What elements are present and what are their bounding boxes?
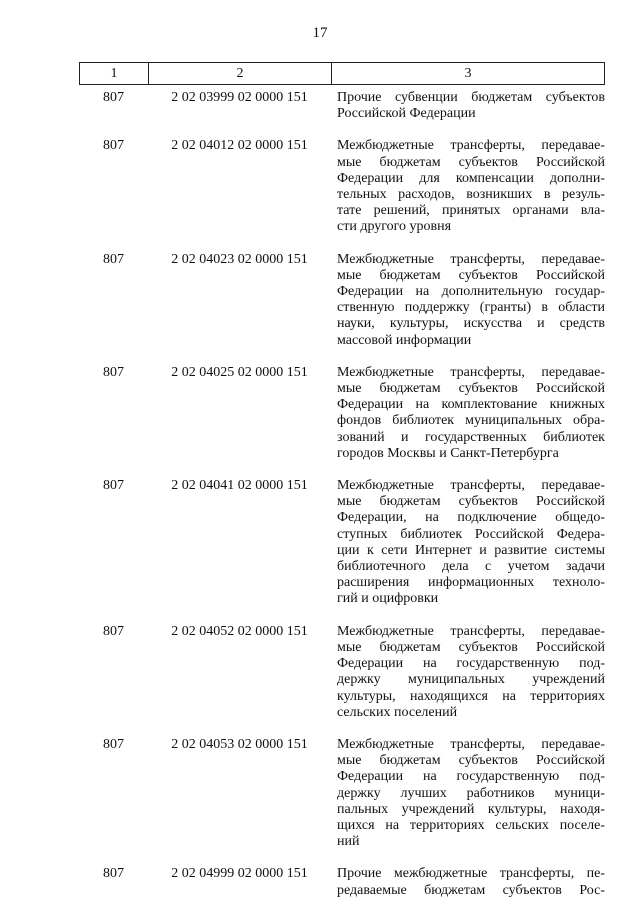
admin-code-cell: 807 — [103, 736, 124, 752]
description-line: Межбюджетные трансферты, передавае- — [337, 251, 605, 267]
description-line: Федерации на государственную под- — [337, 769, 605, 785]
description-line: Федерации на дополнительную государ- — [337, 284, 605, 300]
description-line: Межбюджетные трансферты, передавае- — [337, 736, 605, 752]
description-line: сти другого уровня — [337, 219, 452, 235]
header-col-1: 1 — [80, 63, 149, 84]
description-line: Межбюджетные трансферты, передавае- — [337, 623, 605, 639]
admin-code-cell: 807 — [103, 90, 124, 105]
budget-code-cell: 2 02 03999 02 0000 151 — [171, 90, 308, 105]
budget-code-cell: 2 02 04023 02 0000 151 — [171, 251, 308, 267]
description-line: ступных библиотек Российской Федера- — [337, 526, 605, 542]
description-line: массовой информации — [337, 332, 472, 348]
description-line: тате решений, принятых органами вла- — [337, 203, 605, 219]
description-line: мые бюджетам субъектов Российской — [337, 381, 605, 397]
table-row — [79, 866, 605, 898]
description-line: мые бюджетам субъектов Российской — [337, 753, 605, 769]
admin-code-cell: 807 — [103, 478, 124, 494]
description-cell — [331, 624, 605, 721]
description-line: мые бюджетам субъектов Российской — [337, 154, 605, 170]
description-cell — [331, 90, 605, 122]
description-line: фондов библиотек муниципальных обра- — [337, 413, 605, 429]
admin-code-cell: 807 — [103, 251, 124, 267]
description-line: редаваемые бюджетам субъектов Рос- — [337, 882, 605, 898]
description-line: Федерации на государственную под- — [337, 656, 605, 672]
admin-code-cell: 807 — [103, 364, 124, 380]
description-line: науки, культуры, искусства и средств — [337, 316, 605, 332]
admin-code-cell: 807 — [103, 623, 124, 639]
description-line: Прочие межбюджетные трансферты, пе- — [337, 866, 605, 882]
header-col-2: 2 — [149, 63, 332, 84]
description-line: зований и государственных библиотек — [337, 429, 605, 445]
table-row — [79, 624, 605, 721]
description-line: культуры, находящихся на территориях — [337, 688, 605, 704]
budget-code-cell: 2 02 04052 02 0000 151 — [171, 623, 308, 639]
table-row — [79, 478, 605, 608]
admin-code-cell: 807 — [103, 138, 124, 154]
header-col-3: 3 — [464, 65, 472, 81]
description-line: мые бюджетам субъектов Российской — [337, 639, 605, 655]
budget-code-cell: 2 02 04999 02 0000 151 — [171, 866, 308, 882]
description-line: пальных учреждений культуры, находя- — [337, 801, 605, 817]
description-line: расширения информационных техноло- — [337, 575, 605, 591]
table-row — [79, 252, 605, 349]
description-line: ственную поддержку (гранты) в области — [337, 300, 605, 316]
description-cell — [331, 252, 605, 349]
table-header — [79, 62, 605, 85]
description-cell — [331, 866, 605, 898]
description-line: Прочие субвенции бюджетам субъектов — [337, 90, 605, 105]
description-line: библиотечного дела с учетом задачи — [337, 559, 605, 575]
description-line: Федерации для компенсации дополни- — [337, 170, 605, 186]
description-line: Межбюджетные трансферты, передавае- — [337, 478, 605, 494]
description-line: мые бюджетам субъектов Российской — [337, 267, 605, 283]
description-line: держку муниципальных учреждений — [337, 672, 605, 688]
table-body — [79, 90, 605, 915]
description-line: гий и оцифровки — [337, 591, 439, 607]
budget-code-cell: 2 02 04025 02 0000 151 — [171, 364, 308, 380]
description-line: Федерации на комплектование книжных — [337, 397, 605, 413]
description-line: ний — [337, 834, 360, 850]
table-row — [79, 365, 605, 462]
budget-code-cell: 2 02 04053 02 0000 151 — [171, 736, 308, 752]
description-line: Федерации, на подключение общедо- — [337, 510, 605, 526]
description-line: ции к сети Интернет и развитие системы — [337, 542, 605, 558]
description-line: Межбюджетные трансферты, передавае- — [337, 138, 605, 154]
budget-code-cell: 2 02 04012 02 0000 151 — [171, 138, 308, 154]
description-cell — [331, 138, 605, 235]
page-number: 17 — [312, 25, 328, 41]
table-row — [79, 737, 605, 850]
description-line: городов Москвы и Санкт-Петербурга — [337, 445, 559, 461]
description-cell — [331, 737, 605, 850]
description-line: держку лучших работников муници- — [337, 785, 605, 801]
description-cell — [331, 478, 605, 608]
admin-code-cell: 807 — [103, 866, 124, 882]
description-line: сельских поселений — [337, 704, 458, 720]
description-line: мые бюджетам субъектов Российской — [337, 494, 605, 510]
description-line: Российской Федерации — [337, 106, 476, 122]
description-line: щихся на территориях сельских поселе- — [337, 817, 605, 833]
description-line: тельных расходов, возникших в резуль- — [337, 187, 605, 203]
table-row — [79, 138, 605, 235]
table-row — [79, 90, 605, 122]
description-line: Межбюджетные трансферты, передавае- — [337, 364, 605, 380]
description-cell — [331, 365, 605, 462]
budget-code-cell: 2 02 04041 02 0000 151 — [171, 478, 308, 494]
